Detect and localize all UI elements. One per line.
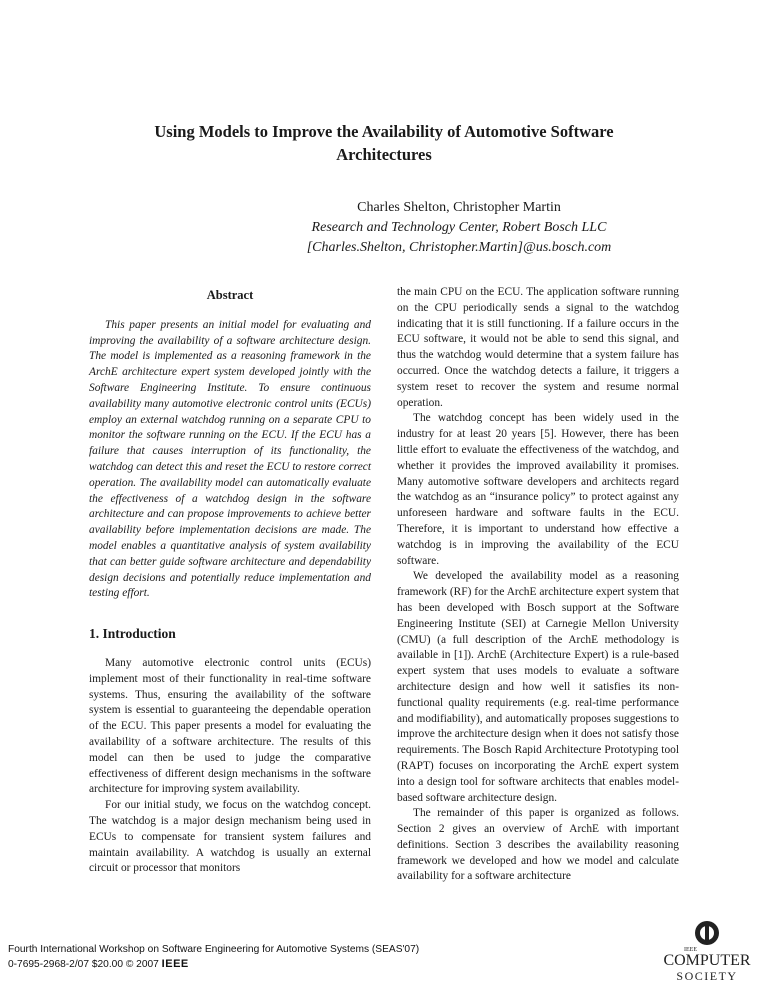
footer-copyright-line bbox=[8, 957, 419, 972]
abstract-heading: Abstract bbox=[206, 288, 254, 302]
right-paragraph-1: the main CPU on the ECU. The application software running on the CPU periodically sends a signal to the watchdog indicating that it is still functioning. If a failure occurs in the ECU software, it would not be able to send this signal, and thus the watchdog would determine that a system failure has occurred. Once the watchdog detects a failure, it triggers a system reset to recover the system and resume normal operation. bbox=[397, 286, 679, 409]
author-names: Charles Shelton, Christopher Martin bbox=[357, 200, 561, 215]
right-paragraph-3: We developed the availability model as a reasoning framework (RF) for the ArchE architecture expert system that has been developed with Bosch support at the Software Engineering Institute (SEI) at Carnegie Mellon University (CMU) (a full description of the ArchE methodology is available in [1]). ArchE (Architecture Expert) is a rule-based expert system that uses models to evaluate a software architecture design and how well it satisfies its non-functional quality requirements (e.g. real-time performance and modifiability), and automatically proposes suggestions to improve the architecture design when it does not satisfy those requirements. The Bosch Rapid Architecture Prototyping tool (RAPT) focuses on incorporating the ArchE expert system into a design tool for software architects that enables model-based software architecture design. bbox=[397, 570, 679, 804]
computer-society-logo bbox=[652, 918, 762, 988]
left-column bbox=[89, 288, 371, 877]
footer-isbn: 0-7695-2968-2/07 $20.00 © 2007 bbox=[8, 959, 159, 970]
author-block bbox=[150, 198, 768, 258]
author-affiliation: Research and Technology Center, Robert Bosch LLC bbox=[311, 220, 607, 235]
title-line-2: Architectures bbox=[336, 145, 432, 164]
footer bbox=[8, 943, 419, 972]
right-paragraph-4: The remainder of this paper is organized as follows. Section 2 gives an overview of ArchE with important definitions. Section 3 describes the availability reasoning framework we developed and how we model and calculate availability for a software architecture bbox=[397, 807, 679, 883]
intro-paragraph-1: Many automotive electronic control units (ECUs) implement most of their functionality in real-time software systems. Thus, ensuring the availability of the software system is essential to guaranteeing the dependable operation of the ECU. This paper presents a model for evaluating the availability of a software architecture. The results of this model can then be used to judge the comparative effectiveness of different design mechanisms in the software architecture for improving system availability. bbox=[89, 656, 371, 796]
paper-title bbox=[90, 120, 678, 166]
intro-heading: 1. Introduction bbox=[89, 626, 176, 642]
ieee-logo-text: IEEE bbox=[161, 958, 189, 970]
title-line-1: Using Models to Improve the Availability of Automotive Software bbox=[154, 122, 614, 141]
logo-computer-text: COMPUTER bbox=[663, 952, 751, 969]
right-paragraph-2: The watchdog concept has been widely used in the industry for at least 20 years [5]. However, there has been little effort to evaluate the effectiveness of the watchdog, and whether it provides the improved availability it promises. Many automotive software developers and architects regard the watchdog as an “insurance policy” to protect against any unforeseen hardware and software faults in the ECU. Therefore, it is important to understand how effective a watchdog is in improving the availability of the ECU software. bbox=[397, 412, 679, 567]
logo-ieee-small: IEEE bbox=[684, 947, 697, 953]
footer-conference: Fourth International Workshop on Software Engineering for Automotive Systems (SEAS'07) bbox=[8, 944, 420, 955]
author-email: [Charles.Shelton, Christopher.Martin]@us.bosch.com bbox=[306, 240, 612, 255]
right-column bbox=[397, 285, 679, 885]
logo-society-text: SOCIETY bbox=[676, 969, 738, 983]
abstract-text: This paper presents an initial model for evaluating and improving the availability of a software architecture design. The model is implemented as a reasoning framework in the ArchE architecture expert system developed jointly with the Software Engineering Institute. To ensure continuous availability many automotive electronic control units (ECUs) employ an external watchdog running on a separate CPU to monitor the software running on the ECU. If the ECU has a failure that causes interruption of its functionality, the watchdog can detect this and reset the ECU to restore correct operation. The availability model can automatically evaluate the effectiveness of a watchdog design in the software architecture and can propose improvements to achieve better availability before implementation decisions are made. The model enables a quantitative analysis of system availability that can better guide software architecture and dependability design decisions and potentially reduce implementation and testing effort. bbox=[89, 318, 371, 600]
intro-paragraph-2: For our initial study, we focus on the watchdog concept. The watchdog is a major design mechanism being used in ECUs to compensate for transient system failures and maintain availability. A watchdog is usually an external circuit or processor that monitors bbox=[89, 799, 371, 875]
